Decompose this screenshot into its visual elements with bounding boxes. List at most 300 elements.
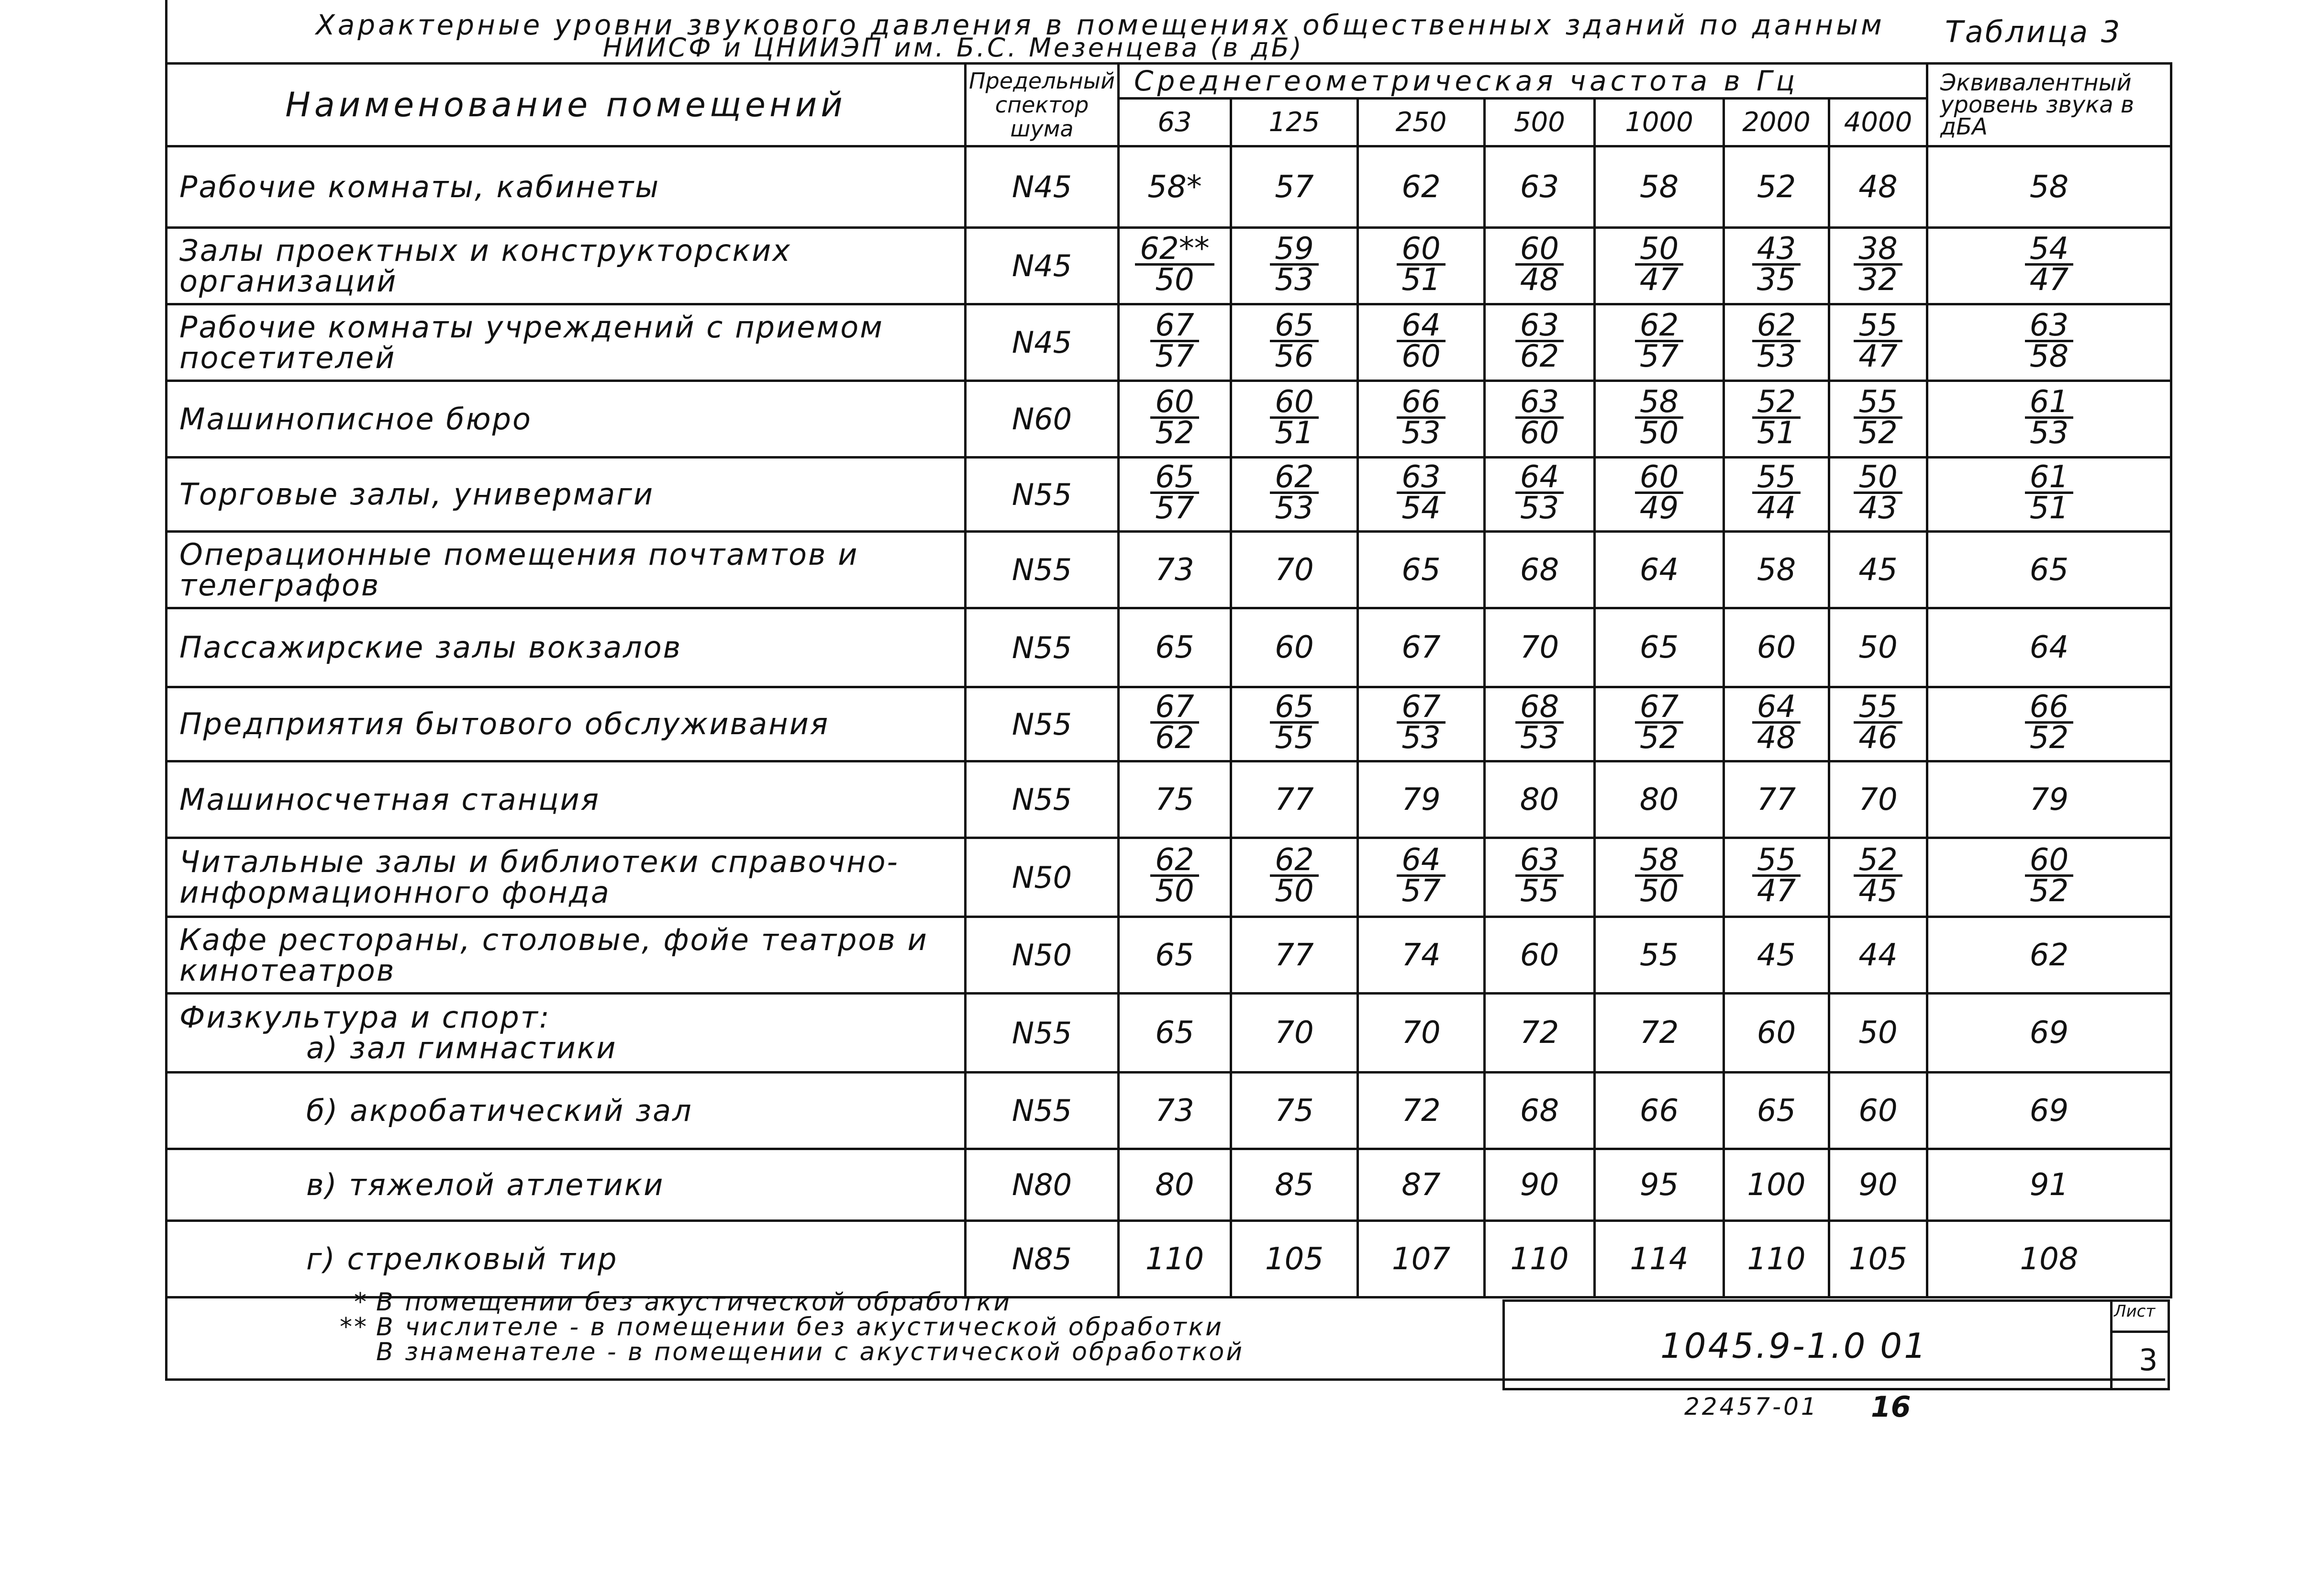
value: 63 [1520, 169, 1559, 205]
value: 65 [1155, 937, 1194, 973]
room-name [167, 146, 966, 228]
column-header-equivalent: Эквивалентный уровень звука в дБА [1927, 64, 2171, 146]
table-label: Таблица 3 [1945, 14, 2122, 49]
value-treated: 48 [1757, 720, 1796, 756]
value-untreated: 50 [1635, 235, 1683, 266]
column-header-spectrum: Предельный спектор шума [966, 64, 1119, 146]
value-treated: 51 [1757, 415, 1796, 451]
equivalent-level-cell [1927, 1073, 2171, 1149]
footer-page: 16 [1871, 1390, 1911, 1424]
sound-level-cell [1485, 1073, 1595, 1149]
value-treated: 51 [1275, 415, 1314, 451]
frequency-header: 125 [1231, 99, 1358, 146]
value-treated: 50 [1155, 873, 1194, 909]
table-row [167, 994, 2171, 1073]
table-row [167, 532, 2171, 608]
table-title-line1: Характерные уровни звукового давления в помещениях общественных зданий по данным [316, 9, 1885, 41]
room-name-text: Торговые залы, универмаги [179, 477, 655, 512]
sheet-number: 3 [2139, 1342, 2158, 1377]
sound-level-cell [1485, 304, 1595, 381]
sound-level-cell [1358, 994, 1485, 1073]
value-untreated: 60 [1150, 388, 1199, 419]
fraction [1752, 459, 1801, 526]
fraction [1635, 689, 1683, 756]
sound-level-cell [1231, 1221, 1358, 1297]
value: 110 [1145, 1241, 1204, 1277]
fraction [1752, 231, 1801, 298]
fraction [2025, 307, 2073, 374]
room-name [167, 1149, 966, 1221]
sound-level-cell [1119, 761, 1231, 838]
noise-spectrum: N55 [966, 532, 1119, 608]
fraction [1397, 384, 1445, 451]
value-untreated: 60 [1635, 463, 1683, 494]
equivalent-level-cell [1927, 458, 2171, 532]
sound-level-cell [1358, 687, 1485, 761]
value-treated: 56 [1275, 338, 1314, 374]
sound-level-cell [1231, 687, 1358, 761]
value: 60 [1757, 630, 1796, 665]
value-untreated: 62** [1135, 235, 1214, 266]
sound-level-cell [1724, 761, 1829, 838]
equivalent-level-cell [1927, 532, 2171, 608]
footnotes [316, 1290, 1244, 1364]
value: 77 [1275, 937, 1314, 973]
sound-level-cell [1595, 608, 1724, 687]
value-treated: 53 [1275, 262, 1314, 298]
value: 45 [1858, 552, 1898, 588]
value-treated: 45 [1858, 873, 1898, 909]
value-treated: 35 [1757, 262, 1796, 298]
fraction [1515, 307, 1564, 374]
sound-level-cell [1358, 838, 1485, 917]
fraction [1150, 842, 1199, 909]
value-untreated: 59 [1270, 235, 1318, 266]
fraction [1150, 459, 1199, 526]
value-untreated: 54 [2025, 235, 2073, 266]
sound-level-cell [1595, 532, 1724, 608]
noise-spectrum: N55 [966, 761, 1119, 838]
value: 77 [1757, 782, 1796, 817]
value-treated: 57 [1401, 873, 1441, 909]
footnote [316, 1315, 1244, 1340]
value: 65 [1757, 1093, 1796, 1129]
value-untreated: 60 [1515, 235, 1564, 266]
room-name [167, 608, 966, 687]
value: 66 [1639, 1093, 1679, 1129]
sound-level-cell [1829, 838, 1927, 917]
room-name [167, 532, 966, 608]
sound-level-cell [1485, 146, 1595, 228]
table-row [167, 761, 2171, 838]
value: 79 [2029, 782, 2069, 817]
value-treated: 51 [1401, 262, 1441, 298]
value-untreated: 66 [1397, 388, 1445, 419]
sound-level-cell [1119, 687, 1231, 761]
value-treated: 51 [2029, 491, 2069, 526]
sound-level-cell [1724, 917, 1829, 994]
value: 64 [1639, 552, 1679, 588]
value: 62 [2029, 937, 2069, 973]
fraction [1752, 842, 1801, 909]
sound-level-cell [1595, 761, 1724, 838]
table-title-line2: НИИСФ и ЦНИИЭП им. Б.С. Мезенцева (в дБ) [603, 33, 1304, 63]
sound-level-cell [1485, 608, 1595, 687]
sound-level-cell [1829, 1221, 1927, 1297]
value-treated: 55 [1275, 720, 1314, 756]
sound-level-cell [1485, 761, 1595, 838]
sound-level-cell [1358, 761, 1485, 838]
frequency-header: 1000 [1595, 99, 1724, 146]
sound-level-cell [1358, 228, 1485, 304]
room-name-text: Пассажирские залы вокзалов [179, 630, 682, 665]
value-untreated: 55 [1752, 846, 1801, 877]
noise-spectrum: N80 [966, 1149, 1119, 1221]
value-untreated: 43 [1752, 235, 1801, 266]
value: 50 [1858, 630, 1898, 665]
sheet-label: Лист [2114, 1302, 2156, 1321]
sound-level-cell [1595, 381, 1724, 458]
fraction [1635, 231, 1683, 298]
value: 73 [1155, 1093, 1194, 1129]
value: 105 [1265, 1241, 1324, 1277]
sound-level-cell [1231, 381, 1358, 458]
room-name [167, 838, 966, 917]
noise-spectrum: N45 [966, 228, 1119, 304]
value: 75 [1155, 782, 1194, 817]
value: 68 [1520, 552, 1559, 588]
sound-level-cell [1231, 917, 1358, 994]
sound-level-cell [1485, 381, 1595, 458]
sound-level-cell [1119, 994, 1231, 1073]
sound-level-cell [1358, 1221, 1485, 1297]
value: 55 [1639, 937, 1679, 973]
value: 91 [2029, 1167, 2069, 1203]
fraction [1397, 231, 1445, 298]
sound-level-cell [1231, 146, 1358, 228]
fraction [1854, 842, 1902, 909]
value-treated: 62 [1155, 720, 1194, 756]
value-treated: 48 [1520, 262, 1559, 298]
value-untreated: 58 [1635, 388, 1683, 419]
room-name [167, 1073, 966, 1149]
value: 48 [1858, 169, 1898, 205]
room-name-text: г) стрелковый тир [306, 1241, 618, 1276]
table-row [167, 687, 2171, 761]
footnote-text: В знаменателе - в помещении с акустической обработкой [376, 1338, 1245, 1366]
sound-level-cell [1829, 304, 1927, 381]
fraction [1270, 384, 1318, 451]
sound-level-cell [1485, 1221, 1595, 1297]
fraction [1270, 231, 1318, 298]
table-row [167, 1073, 2171, 1149]
value-treated: 44 [1757, 491, 1796, 526]
value-untreated: 64 [1515, 463, 1564, 494]
value-untreated: 50 [1854, 463, 1902, 494]
value-treated: 52 [1155, 415, 1194, 451]
value: 57 [1275, 169, 1314, 205]
fraction [1397, 459, 1445, 526]
equivalent-level-cell [1927, 687, 2171, 761]
value-treated: 58 [2029, 338, 2069, 374]
sheet-box-divider [2110, 1331, 2168, 1333]
value: 65 [1401, 552, 1441, 588]
value-untreated: 62 [1270, 846, 1318, 877]
fraction [2025, 842, 2073, 909]
sound-level-cell [1829, 146, 1927, 228]
table-row [167, 1221, 2171, 1297]
value-treated: 53 [1275, 491, 1314, 526]
fraction [1635, 842, 1683, 909]
value: 72 [1520, 1015, 1559, 1051]
room-name-subitem: а) зал гимнастики [306, 1030, 617, 1065]
value-untreated: 62 [1150, 846, 1199, 877]
value-treated: 50 [1639, 415, 1679, 451]
sound-level-cell [1231, 228, 1358, 304]
value: 110 [1747, 1241, 1806, 1277]
fraction [1752, 384, 1801, 451]
noise-spectrum: N55 [966, 458, 1119, 532]
value-untreated: 61 [2025, 388, 2073, 419]
value: 70 [1401, 1015, 1441, 1051]
sound-level-cell [1119, 1221, 1231, 1297]
sound-level-cell [1119, 838, 1231, 917]
room-name-text: б) акробатический зал [306, 1093, 693, 1128]
value-untreated: 62 [1270, 463, 1318, 494]
fraction [1515, 384, 1564, 451]
equivalent-level-cell [1927, 228, 2171, 304]
column-header-frequency: Среднегеометрическая частота в Гц [1119, 64, 1927, 99]
fraction [1270, 307, 1318, 374]
value-treated: 47 [1639, 262, 1679, 298]
room-name [167, 304, 966, 381]
value-treated: 46 [1858, 720, 1898, 756]
table-body [167, 146, 2171, 1297]
sound-level-cell [1119, 917, 1231, 994]
sound-level-cell [1119, 458, 1231, 532]
value-untreated: 61 [2025, 463, 2073, 494]
sound-level-cell [1231, 1073, 1358, 1149]
sound-level-cell [1119, 1149, 1231, 1221]
value: 65 [1639, 630, 1679, 665]
value-untreated: 60 [2025, 846, 2073, 877]
value: 80 [1639, 782, 1679, 817]
equivalent-level-cell [1927, 146, 2171, 228]
value: 52 [1757, 169, 1796, 205]
value-untreated: 55 [1854, 693, 1902, 724]
sound-level-cell [1358, 304, 1485, 381]
value: 95 [1639, 1167, 1679, 1203]
room-name [167, 994, 966, 1073]
sound-level-cell [1358, 608, 1485, 687]
fraction [1397, 842, 1445, 909]
value-untreated: 60 [1270, 388, 1318, 419]
value: 72 [1401, 1093, 1441, 1129]
value-untreated: 62 [1635, 311, 1683, 342]
value-untreated: 65 [1270, 693, 1318, 724]
value-untreated: 67 [1635, 693, 1683, 724]
sound-level-cell [1595, 146, 1724, 228]
sound-level-cell [1724, 381, 1829, 458]
value: 62 [1401, 169, 1441, 205]
value: 70 [1858, 782, 1898, 817]
equivalent-level-cell [1927, 917, 2171, 994]
value-untreated: 64 [1397, 846, 1445, 877]
sound-level-cell [1358, 1073, 1485, 1149]
equivalent-level-cell [1927, 381, 2171, 458]
value-untreated: 62 [1752, 311, 1801, 342]
value-treated: 54 [1401, 491, 1441, 526]
sound-level-cell [1485, 228, 1595, 304]
value: 87 [1401, 1167, 1441, 1203]
value-untreated: 63 [1515, 311, 1564, 342]
value: 45 [1757, 937, 1796, 973]
room-name-text: Залы проектных и конструкторских организаций [179, 233, 791, 299]
value: 85 [1275, 1167, 1314, 1203]
sound-level-cell [1724, 1221, 1829, 1297]
value: 77 [1275, 782, 1314, 817]
sound-level-cell [1595, 838, 1724, 917]
room-name-text: Предприятия бытового обслуживания [179, 706, 830, 741]
column-header-name: Наименование помещений [167, 64, 966, 146]
sound-level-cell [1724, 1073, 1829, 1149]
noise-spectrum: N55 [966, 687, 1119, 761]
equivalent-level-cell [1927, 994, 2171, 1073]
frequency-header: 500 [1485, 99, 1595, 146]
value: 72 [1639, 1015, 1679, 1051]
value-treated: 53 [2029, 415, 2069, 451]
table-row [167, 608, 2171, 687]
fraction [1854, 231, 1902, 298]
sound-level-cell [1358, 146, 1485, 228]
sound-level-cell [1231, 761, 1358, 838]
table-row [167, 146, 2171, 228]
value: 114 [1630, 1241, 1689, 1277]
sound-level-cell [1595, 1221, 1724, 1297]
fraction [1515, 842, 1564, 909]
sound-level-cell [1485, 838, 1595, 917]
sound-level-cell [1829, 381, 1927, 458]
sound-level-cell [1724, 687, 1829, 761]
sound-level-cell [1724, 304, 1829, 381]
fraction [1515, 231, 1564, 298]
sound-level-cell [1358, 917, 1485, 994]
sound-level-cell [1231, 532, 1358, 608]
footnote-mark: ** [340, 1313, 368, 1342]
value-untreated: 52 [1752, 388, 1801, 419]
sound-level-cell [1829, 608, 1927, 687]
sound-level-cell [1119, 228, 1231, 304]
sound-level-cell [1595, 1149, 1724, 1221]
footnote [316, 1340, 1244, 1364]
room-name-text: в) тяжелой атлетики [306, 1167, 665, 1202]
table-row [167, 304, 2171, 381]
table-row [167, 228, 2171, 304]
sound-level-cell [1829, 458, 1927, 532]
noise-spectrum: N55 [966, 994, 1119, 1073]
sound-level-cell [1829, 532, 1927, 608]
value: 67 [1401, 630, 1441, 665]
value-untreated: 38 [1854, 235, 1902, 266]
room-name [167, 917, 966, 994]
noise-spectrum: N85 [966, 1221, 1119, 1297]
room-name-text: Операционные помещения почтамтов и телеграфов [179, 537, 859, 603]
sound-level-cell [1595, 687, 1724, 761]
value: 107 [1391, 1241, 1451, 1277]
value: 90 [1858, 1167, 1898, 1203]
value: 60 [1858, 1093, 1898, 1129]
sound-level-cell [1724, 608, 1829, 687]
value-untreated: 67 [1150, 311, 1199, 342]
sound-level-cell [1485, 1149, 1595, 1221]
sound-level-cell [1119, 381, 1231, 458]
noise-spectrum: N45 [966, 304, 1119, 381]
fraction [2025, 384, 2073, 451]
value-untreated: 63 [1515, 846, 1564, 877]
value-treated: 53 [1520, 720, 1559, 756]
value: 60 [1275, 630, 1314, 665]
fraction [2025, 459, 2073, 526]
equivalent-level-cell [1927, 838, 2171, 917]
value: 80 [1155, 1167, 1194, 1203]
room-name [167, 228, 966, 304]
sound-level-cell [1231, 458, 1358, 532]
value: 90 [1520, 1167, 1559, 1203]
room-name-text: Машинописное бюро [179, 401, 532, 436]
value-untreated: 65 [1150, 463, 1199, 494]
noise-levels-table [165, 62, 2172, 1298]
value-treated: 52 [2029, 720, 2069, 756]
value: 58* [1147, 169, 1202, 205]
value-treated: 47 [1757, 873, 1796, 909]
value-untreated: 60 [1397, 235, 1445, 266]
value: 110 [1510, 1241, 1569, 1277]
value-treated: 60 [1520, 415, 1559, 451]
noise-spectrum: N55 [966, 608, 1119, 687]
table-row [167, 458, 2171, 532]
value-untreated: 58 [1635, 846, 1683, 877]
sound-level-cell [1485, 458, 1595, 532]
frequency-header: 63 [1119, 99, 1231, 146]
fraction [1635, 384, 1683, 451]
value-untreated: 65 [1270, 311, 1318, 342]
sound-level-cell [1231, 1149, 1358, 1221]
value-treated: 60 [1401, 338, 1441, 374]
value-untreated: 64 [1752, 693, 1801, 724]
value: 69 [2029, 1015, 2069, 1051]
value: 70 [1275, 552, 1314, 588]
sound-level-cell [1595, 917, 1724, 994]
value: 58 [1639, 169, 1679, 205]
equivalent-level-cell [1927, 608, 2171, 687]
sound-level-cell [1119, 532, 1231, 608]
sound-level-cell [1595, 304, 1724, 381]
sound-level-cell [1595, 994, 1724, 1073]
sound-level-cell [1724, 532, 1829, 608]
value: 58 [2029, 169, 2069, 205]
room-name [167, 761, 966, 838]
noise-spectrum: N55 [966, 1073, 1119, 1149]
value: 65 [1155, 1015, 1194, 1051]
value: 58 [1757, 552, 1796, 588]
value-treated: 55 [1520, 873, 1559, 909]
value-untreated: 64 [1397, 311, 1445, 342]
value: 73 [1155, 552, 1194, 588]
value: 60 [1520, 937, 1559, 973]
value-untreated: 63 [2025, 311, 2073, 342]
value: 50 [1858, 1015, 1898, 1051]
sound-level-cell [1231, 608, 1358, 687]
